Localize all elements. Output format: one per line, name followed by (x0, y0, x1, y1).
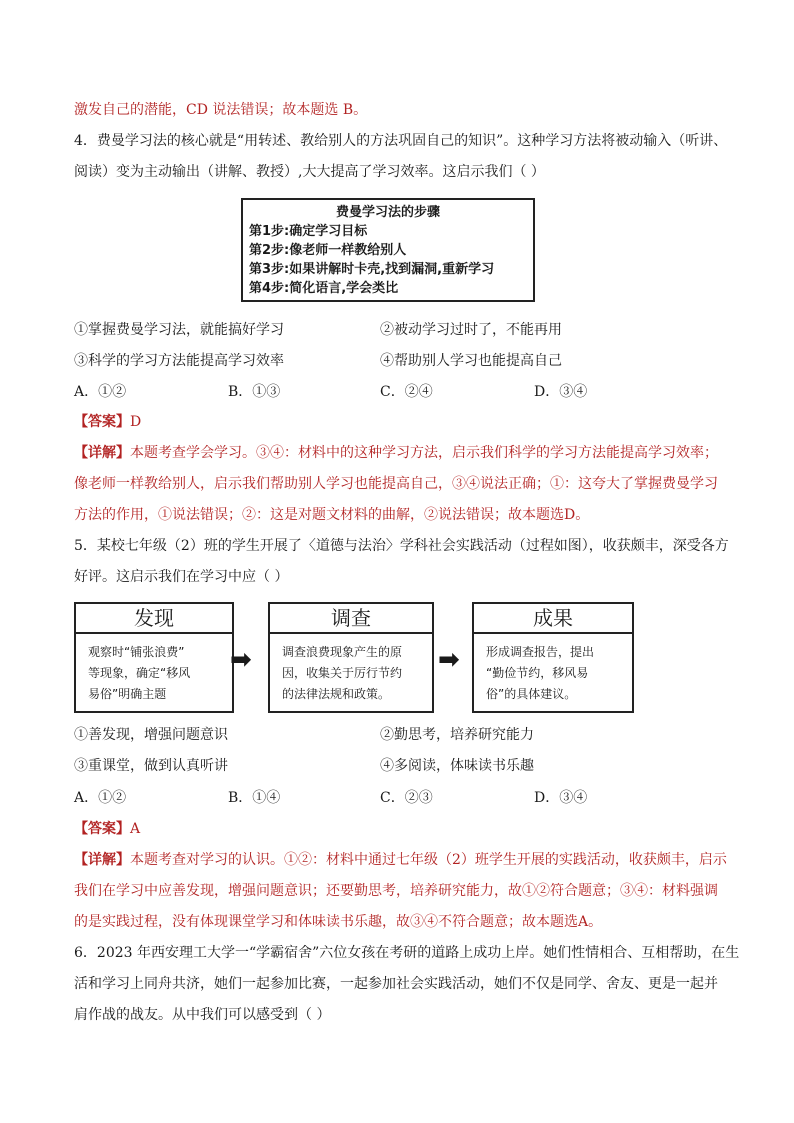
q4-statement-1: ①掌握费曼学习法，就能搞好学习 (74, 322, 284, 338)
flow-body (474, 634, 632, 713)
q4-choice-a: A．①② (74, 384, 127, 400)
answer-tag: 【答案】 (74, 821, 130, 837)
flow-head: 成果 (474, 604, 632, 634)
q5-statement-1: ①善发现，增强问题意识 (74, 727, 228, 743)
q5-statement-3: ③重课堂，做到认真听讲 (74, 758, 228, 774)
q6-stem-line-2: 活和学习上同舟共济，她们一起参加比赛，一起参加社会实践活动，她们不仅是同学、舍友、更是一起并 (74, 976, 718, 992)
flow-body-line: 易俗”明确主题 (88, 687, 167, 701)
flow-body (76, 634, 232, 713)
detail-text: 本题考查对学习的认识。①②：材料中通过七年级（2）班学生开展的实践活动，收获颇丰，启示 (130, 852, 727, 868)
q5-answer (74, 819, 140, 839)
arrow-right-icon: ➡ (438, 645, 460, 675)
flow-box-discover (74, 602, 234, 713)
flow-body-line: 形成调查报告，提出 (486, 645, 595, 659)
flow-head: 发现 (76, 604, 232, 634)
q4-answer (74, 412, 141, 432)
arrow-right-icon: ➡ (230, 645, 252, 675)
detail-tag: 【详解】 (74, 445, 130, 461)
answer-value: A (130, 821, 141, 837)
q4-choice-d: D．③④ (534, 384, 588, 400)
flow-box-investigate (268, 602, 434, 713)
q4-statement-4: ④帮助别人学习也能提高自己 (380, 353, 562, 369)
q4-choice-b: B．①③ (228, 384, 281, 400)
q5-stem-line-2: 好评。这启示我们在学习中应（ ） (74, 569, 289, 585)
feynman-steps-box (241, 198, 535, 302)
answer-value: D (130, 414, 142, 430)
q5-detail-line-3: 的是实践过程，没有体现课堂学习和体味读书乐趣，故③④不符合题意；故本题选A。 (74, 914, 603, 930)
q4-detail-line-1 (74, 443, 718, 463)
flow-body-line: “勤俭节约，移风易 (486, 666, 589, 680)
flow-body-line: 等现象，确定“移风 (88, 666, 191, 680)
flow-body-line: 观察时“铺张浪费” (88, 645, 185, 659)
q5-detail-line-1 (74, 850, 727, 870)
flow-box-result (472, 602, 634, 713)
answer-tag: 【答案】 (74, 414, 130, 430)
q4-statement-2: ②被动学习过时了，不能再用 (380, 322, 562, 338)
step-2: 第2步:像老师一样教给别人 (249, 243, 407, 258)
flow-head: 调查 (270, 604, 432, 634)
step-1: 第1步:确定学习目标 (249, 224, 368, 239)
flow-body-line: 因，收集关于厉行节约 (282, 666, 403, 680)
q4-detail-line-2: 像老师一样教给别人，启示我们帮助别人学习也能提高自己，③④说法正确；①：这夸大了掌握费曼学习 (74, 476, 718, 492)
q4-stem-line-1: 4．费曼学习法的核心就是“用转述、教给别人的方法巩固自己的知识”。这种学习方法将被动输入（听讲、 (74, 133, 728, 149)
q5-statement-4: ④多阅读，体味读书乐趣 (380, 758, 534, 774)
q4-choice-c: C．②④ (380, 384, 433, 400)
prev-answer-conclusion: 激发自己的潜能，CD 说法错误；故本题选 B。 (74, 102, 368, 118)
steps-box-title: 费曼学习法的步骤 (335, 205, 440, 220)
flow-body-line: 俗”的具体建议。 (486, 687, 577, 701)
detail-text: 本题考查学会学习。③④：材料中的这种学习方法，启示我们科学的学习方法能提高学习效率； (130, 445, 718, 461)
q6-stem-line-3: 肩作战的战友。从中我们可以感受到（ ） (74, 1007, 331, 1023)
step-4: 第4步:简化语言,学会类比 (249, 281, 399, 296)
step-3: 第3步:如果讲解时卡壳,找到漏洞,重新学习 (249, 262, 495, 277)
q4-stem-line-2: 阅读）变为主动输出（讲解、教授）,大大提高了学习效率。这启示我们（ ） (74, 164, 545, 180)
q5-choice-b: B．①④ (228, 790, 281, 806)
flow-body-line: 的法律法规和政策。 (282, 687, 391, 701)
q5-choice-c: C．②③ (380, 790, 433, 806)
q5-choice-d: D．③④ (534, 790, 588, 806)
flow-body (270, 634, 432, 713)
detail-tag: 【详解】 (74, 852, 130, 868)
flow-body-line: 调查浪费现象产生的原 (282, 645, 403, 659)
q5-detail-line-2: 我们在学习中应善发现，增强问题意识；还要勤思考，培养研究能力，故①②符合题意；③④：材料强调 (74, 883, 718, 899)
q6-stem-line-1: 6．2023 年西安理工大学一“学霸宿舍”六位女孩在考研的道路上成功上岸。她们性情相合、互相帮助，在生 (74, 945, 740, 961)
q5-statement-2: ②勤思考，培养研究能力 (380, 727, 534, 743)
q5-stem-line-1: 5．某校七年级（2）班的学生开展了〈道德与法治〉学科社会实践活动（过程如图），收获颇丰，深受各方 (74, 538, 729, 554)
q5-choice-a: A．①② (74, 790, 127, 806)
q4-statement-3: ③科学的学习方法能提高学习效率 (74, 353, 284, 369)
q4-detail-line-3: 方法的作用，①说法错误；②：这是对题文材料的曲解，②说法错误；故本题选D。 (74, 507, 590, 523)
